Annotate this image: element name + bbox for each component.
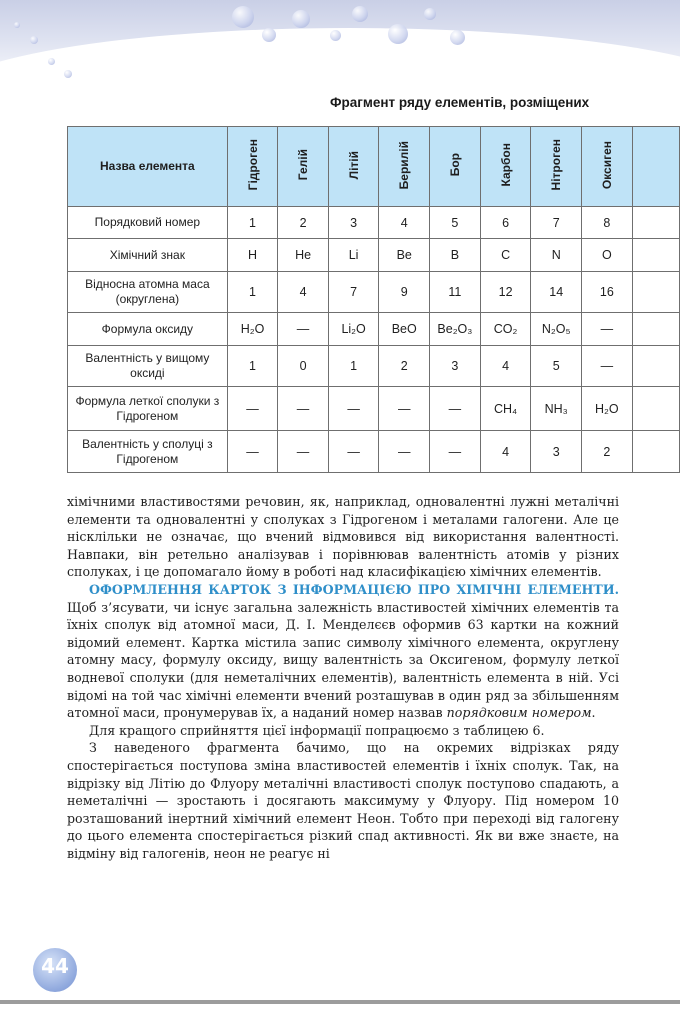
table-cell: 4 <box>278 272 328 313</box>
table-cell: Be <box>379 239 430 272</box>
table-cell: 14 <box>531 272 582 313</box>
table-cell: — <box>430 387 481 431</box>
bubble-icon <box>64 70 72 78</box>
paragraph: З наведеного фрагмента бачимо, що на окремих відрізках ряду спостерігається поступова зміна властивостей елементів і їхніх сполук. Так, на відрізку від Літію до Флуору металічні властивості сполук поступово спадають, а неметалічні — зростають і досягають максимуму у Флуору. Під номером 10 розташований інертний хімічний елемент Неон. Тобто при переході від галогену до цього елемента спостерігається різкий спад активності. Як ви вже знаєте, на відміну від галогенів, неон не реагує ні <box>67 740 619 861</box>
bubble-icon <box>330 30 341 41</box>
table-cell: — <box>379 431 430 473</box>
continuation-cell <box>632 272 679 313</box>
row-label: Формула оксиду <box>68 313 228 346</box>
decorative-header-band <box>0 0 680 92</box>
table-cell: C <box>480 239 531 272</box>
element-column-header: Нітроген <box>531 127 582 207</box>
table-cell: — <box>227 431 278 473</box>
table-cell: N <box>531 239 582 272</box>
table-row <box>68 387 680 431</box>
table-cell: — <box>278 387 328 431</box>
continuation-column-header <box>632 127 679 207</box>
bubble-icon <box>450 30 465 45</box>
table-cell: — <box>328 431 379 473</box>
bubble-icon <box>388 24 408 44</box>
row-label: Відносна атомна маса (округлена) <box>68 272 228 313</box>
table-cell: — <box>278 431 328 473</box>
row-label: Хімічний знак <box>68 239 228 272</box>
table-cell: 3 <box>531 431 582 473</box>
table-cell: H₂O <box>582 387 633 431</box>
bottom-rule <box>0 1000 680 1004</box>
table-cell: Li <box>328 239 379 272</box>
table-cell: 2 <box>278 207 328 239</box>
section-heading: ОФОРМЛЕННЯ КАРТОК З ІНФОРМАЦІЄЮ ПРО ХІМІЧНІ ЕЛЕМЕНТИ. <box>89 581 619 597</box>
table-title: Фрагмент ряду елементів, розміщених <box>330 95 590 110</box>
table-cell: NH₃ <box>531 387 582 431</box>
table-row <box>68 207 680 239</box>
body-text <box>67 493 619 862</box>
element-column-header: Літій <box>328 127 379 207</box>
table-cell: 11 <box>430 272 481 313</box>
term: порядковим номером <box>446 705 592 721</box>
table-cell: Be₂O₃ <box>430 313 481 346</box>
table-row <box>68 272 680 313</box>
table-row <box>68 346 680 387</box>
table-cell: He <box>278 239 328 272</box>
continuation-cell <box>632 207 679 239</box>
paragraph-end: . <box>591 705 596 721</box>
element-column-header: Гелій <box>278 127 328 207</box>
table-cell: — <box>227 387 278 431</box>
table-cell: — <box>582 313 633 346</box>
continuation-cell <box>632 313 679 346</box>
table-cell: H₂O <box>227 313 278 346</box>
element-column-header: Берилій <box>379 127 430 207</box>
table-cell: 5 <box>531 346 582 387</box>
element-column-header: Оксиген <box>582 127 633 207</box>
table-cell: 2 <box>582 431 633 473</box>
paragraph: Для кращого сприйняття цієї інформації попрацюємо з таблицею 6. <box>89 722 545 738</box>
table-cell: — <box>430 431 481 473</box>
table-cell: 9 <box>379 272 430 313</box>
table-cell: O <box>582 239 633 272</box>
table-cell: — <box>328 387 379 431</box>
table-cell: — <box>379 387 430 431</box>
table-cell: 7 <box>531 207 582 239</box>
table-cell: — <box>278 313 328 346</box>
table-cell: 1 <box>328 346 379 387</box>
elements-table <box>67 126 680 473</box>
table-cell: 0 <box>278 346 328 387</box>
table-cell: 3 <box>430 346 481 387</box>
bubble-icon <box>232 6 254 28</box>
table-cell: 1 <box>227 207 278 239</box>
row-label: Формула леткої сполуки з Гідрогеном <box>68 387 228 431</box>
paragraph-text: Щоб з’ясувати, чи існує загальна залежність властивостей хімічних елементів та їхніх сполук від атомної маси, Д. І. Менделєєв оформив 63 картки на кожний відомий елемент. Картка містила запис символу хімічного елемента, округлену атомну масу, формулу оксиду, вищу валентність за Оксигеном, формулу леткої водневої сполуки (для неметалічних елементів), валентність елемента в ній. Усі відомі на той час хімічні елементи вчений розташував в один ряд за збільшенням атомної маси, пронумерував їх, а наданий номер назвав <box>67 599 619 721</box>
table-row <box>68 431 680 473</box>
page-number: 44 <box>41 954 69 978</box>
table-cell: 2 <box>379 346 430 387</box>
table-cell: 5 <box>430 207 481 239</box>
bubble-icon <box>424 8 436 20</box>
paragraph <box>67 581 619 722</box>
row-label: Порядковий номер <box>68 207 228 239</box>
table-cell: 3 <box>328 207 379 239</box>
element-column-header: Бор <box>430 127 481 207</box>
table-cell: — <box>582 346 633 387</box>
table-cell: 16 <box>582 272 633 313</box>
table-cell: 7 <box>328 272 379 313</box>
table-cell: 6 <box>480 207 531 239</box>
table-cell: 1 <box>227 346 278 387</box>
paragraph: хімічними властивостями речовин, як, наприклад, одновалентні лужні металічні елементи та одновалентні у сполуках з Гідрогеном і металами галогени. Але це нісклільки не означає, що вчений відмовився від використання валентності. Навпаки, він ретельно аналізував і порівнював валентність атомів у різних сполуках, і це допомагало йому в роботі над класифікацією хімічних елементів. <box>67 494 619 580</box>
bubble-icon <box>262 28 276 42</box>
continuation-cell <box>632 346 679 387</box>
bubble-icon <box>48 58 55 65</box>
table-cell: N₂O₅ <box>531 313 582 346</box>
table-cell: CH₄ <box>480 387 531 431</box>
table-cell: H <box>227 239 278 272</box>
bubble-icon <box>292 10 310 28</box>
row-label: Валентність у вищому оксиді <box>68 346 228 387</box>
table-cell: BeO <box>379 313 430 346</box>
continuation-cell <box>632 239 679 272</box>
continuation-cell <box>632 387 679 431</box>
table-cell: B <box>430 239 481 272</box>
element-column-header: Карбон <box>480 127 531 207</box>
bubble-icon <box>14 22 20 28</box>
continuation-cell <box>632 431 679 473</box>
table-row <box>68 313 680 346</box>
table-cell: 4 <box>379 207 430 239</box>
element-column-header: Гідроген <box>227 127 278 207</box>
table-cell: 8 <box>582 207 633 239</box>
table-row <box>68 239 680 272</box>
table-cell: 12 <box>480 272 531 313</box>
table-cell: 1 <box>227 272 278 313</box>
element-name-header: Назва елемента <box>68 127 228 207</box>
table-cell: CO₂ <box>480 313 531 346</box>
table-cell: Li₂O <box>328 313 379 346</box>
table-header-row <box>68 127 680 207</box>
table-cell: 4 <box>480 431 531 473</box>
row-label: Валентність у сполуці з Гідрогеном <box>68 431 228 473</box>
bubble-icon <box>352 6 368 22</box>
table-cell: 4 <box>480 346 531 387</box>
bubble-icon <box>30 36 38 44</box>
